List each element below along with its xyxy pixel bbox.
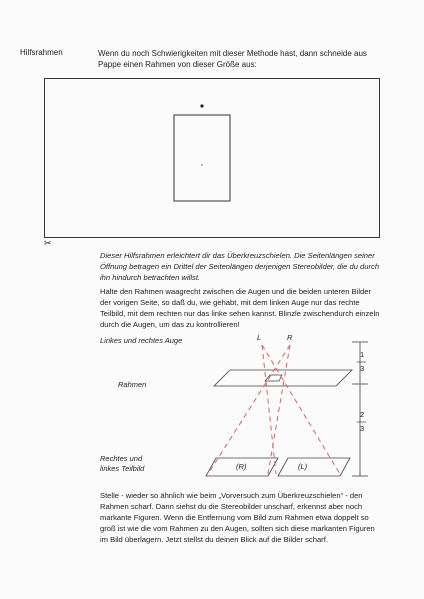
frame-plane-opening <box>265 375 282 381</box>
sight-lines <box>208 345 340 474</box>
sight-line <box>208 345 290 474</box>
eyes-label: Linkes und rechtes Auge <box>100 336 183 345</box>
ratio-bottom-denominator: 3 <box>360 424 365 433</box>
intro-text: Wenn du noch Schwierigkeiten mit dieser Methode hast, dann schneide aus Pappe einen Rahmen von dieser Größe aus: <box>98 49 367 69</box>
ratio-top-denominator: 3 <box>360 364 365 373</box>
side-label: Hilfsrahmen <box>20 48 63 57</box>
images-label-line1: Rechtes und <box>100 454 143 463</box>
closing-paragraph: Stelle - wieder so ähnlich wie beim „Vorversuch zum Überkreuzschielen“ - den Rahmen scharf. Dann siehst du die Stereobilder unscharf, erkennst aber noch markante Figuren. Wenn die Entfernung vom Bild zum Rahmen etwa doppelt so groß ist wie die vom Rahmen zu den Augen, sollten sich diese markanten Figuren im Bild überlagern. Jetzt stellst du deinen Blick auf die Bilder scharf. <box>100 491 375 544</box>
ratio-top-numerator: 1 <box>360 350 365 359</box>
sight-line <box>268 345 290 474</box>
eye-l-label: L <box>257 333 262 342</box>
image-l-label: (L) <box>298 462 308 471</box>
instruction-paragraph: Halte den Rahmen waagrecht zwischen die Augen und die beiden unteren Bilder der vorigen Seite, so daß du, wie gehabt, mit dem linken Auge nur das rechte Teilbild, mit dem rechten nur das linke sehen kannst. Blinzle zwischendurch einzeln durch die Augen, um das zu kontrollieren! <box>100 287 380 329</box>
ratio-bottom-numerator: 2 <box>360 410 365 419</box>
scissors-icon: ✂ <box>44 238 52 248</box>
eye-r-label: R <box>287 333 293 342</box>
image-plane-l <box>278 458 350 476</box>
frame-label: Rahmen <box>118 380 147 389</box>
image-r-label: (R) <box>236 462 247 471</box>
caption-text: Dieser Hilfsrahmen erleichtert dir das Überkreuzschielen. Die Seitenlängen seiner Öffnung betragen ein Drittel der Seitenlängen derjenigen Stereobilder, die du durch ihn hindurch betrachten willst. <box>100 251 380 282</box>
images-label-line2: linkes Teilbild <box>100 464 145 473</box>
